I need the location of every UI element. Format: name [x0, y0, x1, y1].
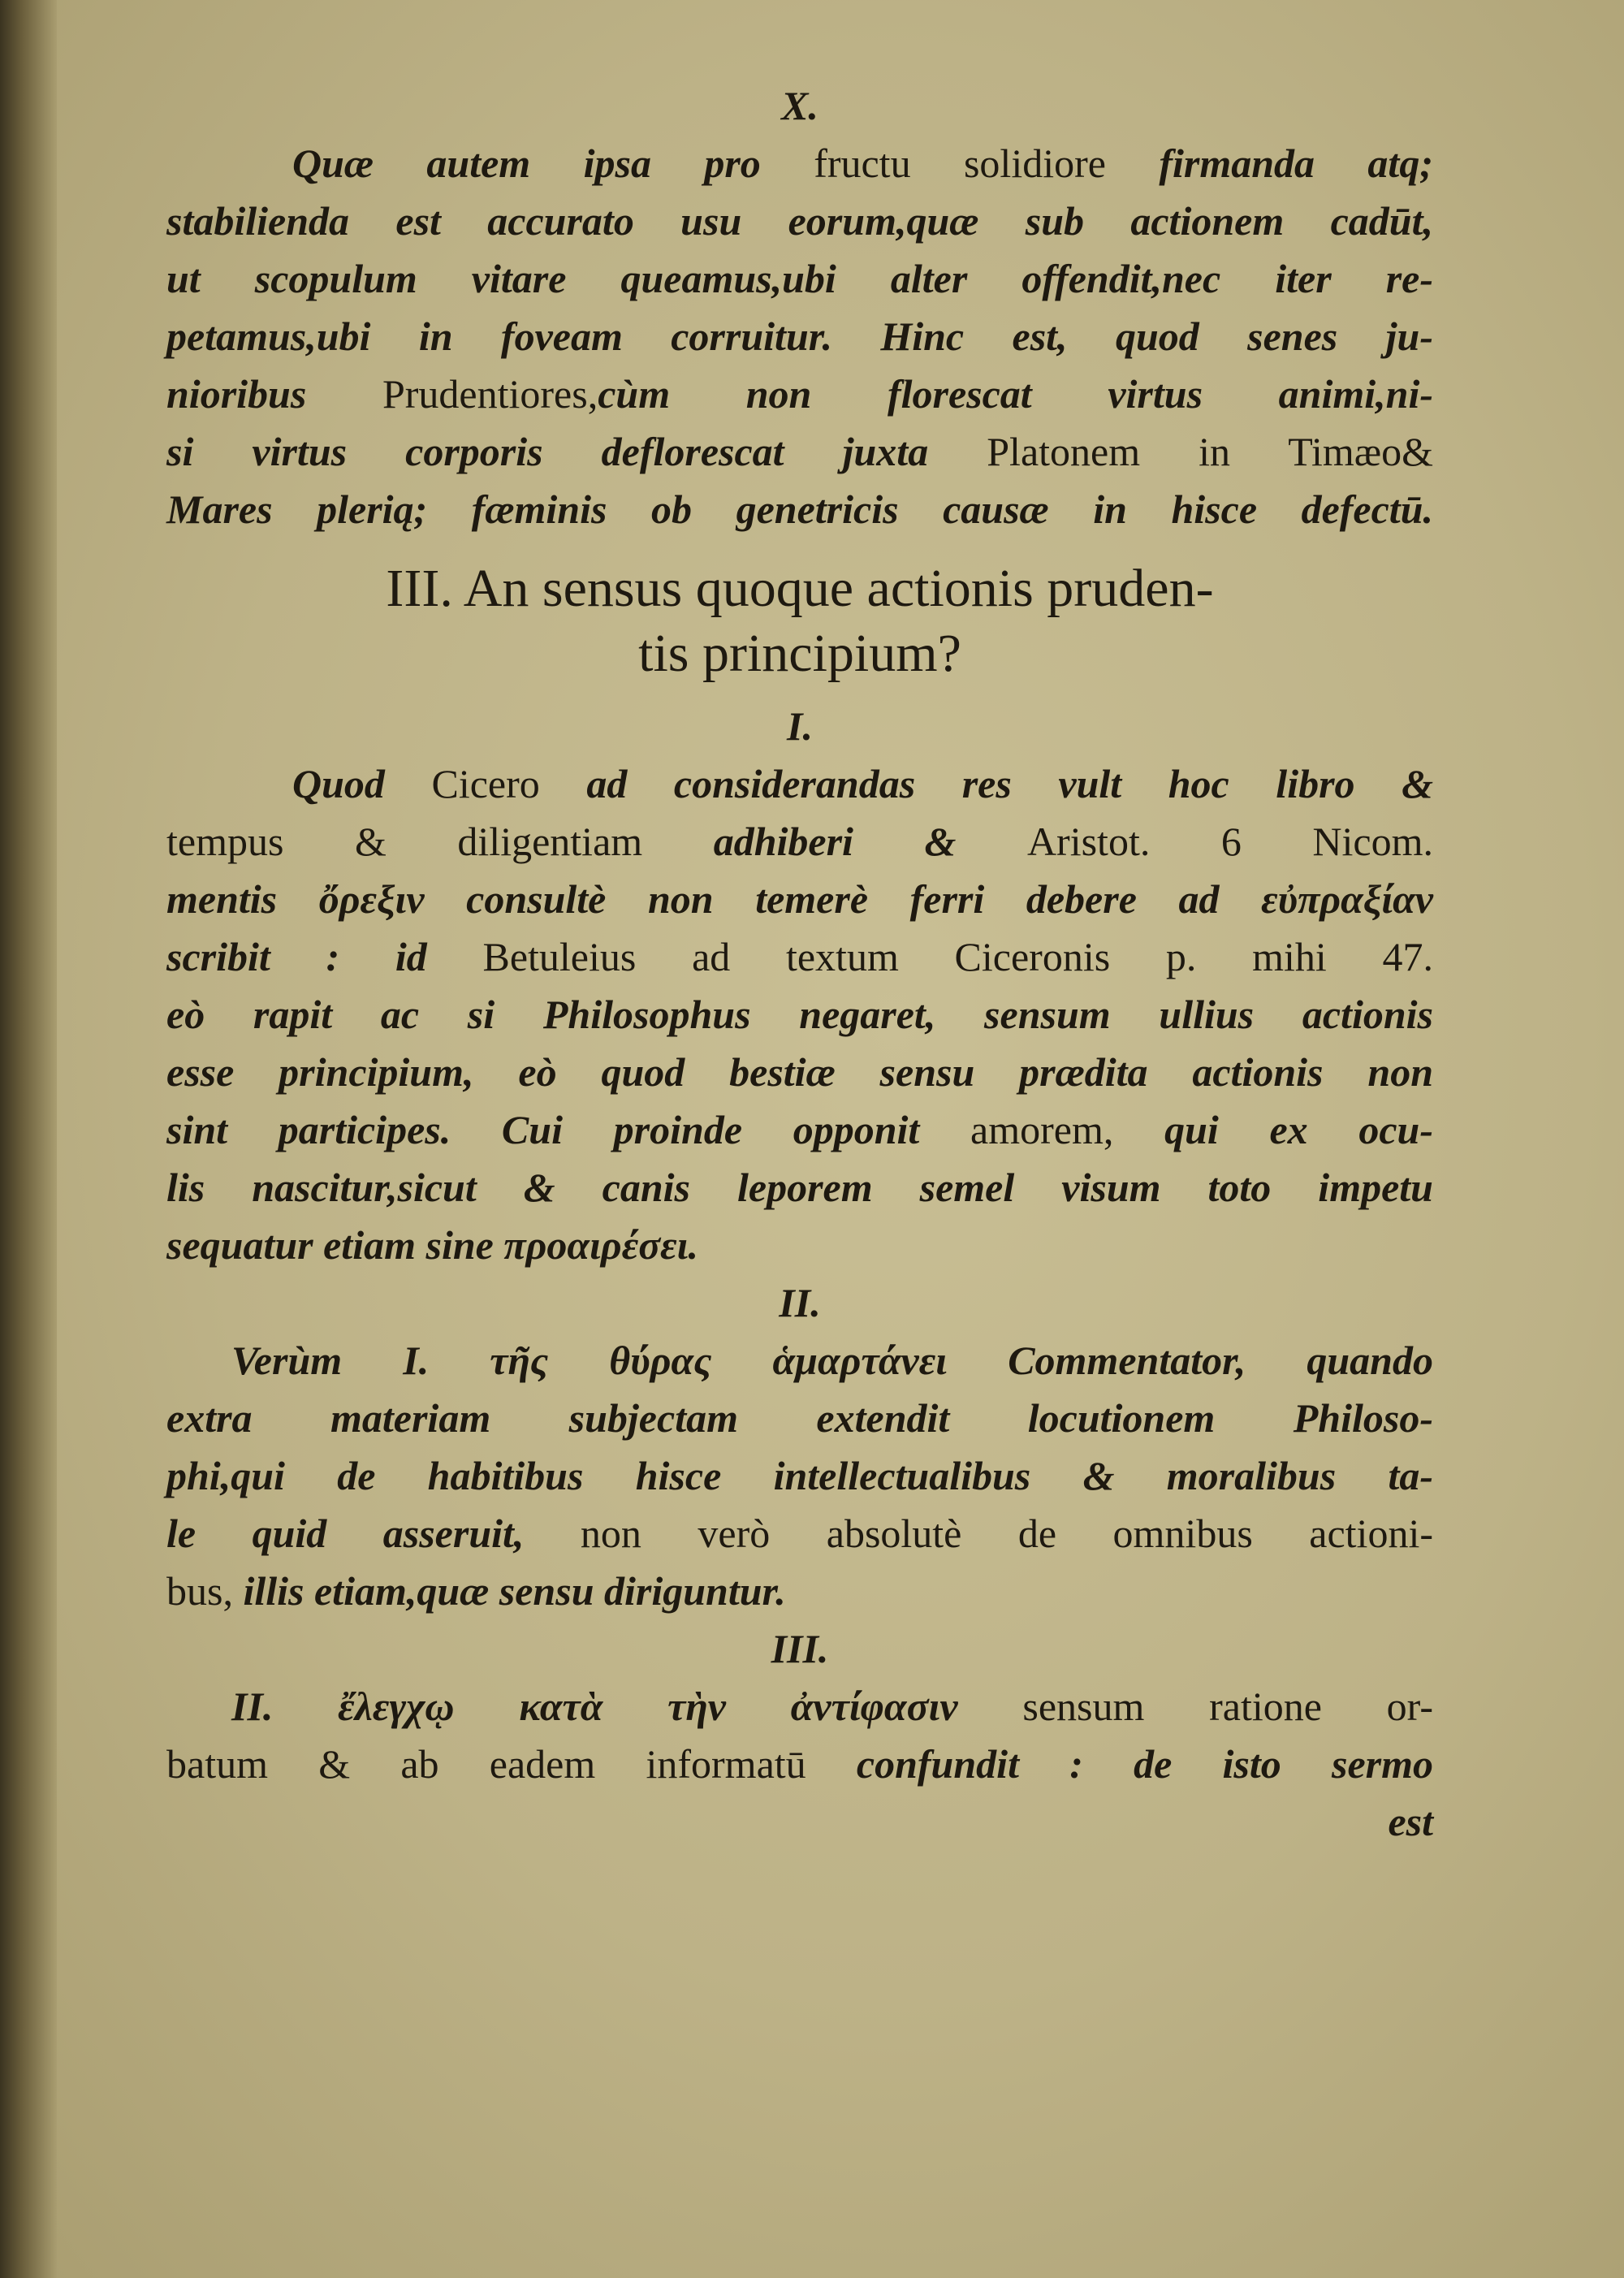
text-line: le quid asseruit, non verò absolutè de omnibus actioni- — [166, 1511, 1433, 1556]
text-line: tempus & diligentiam adhiberi & Aristot. 6 Nicom. — [166, 819, 1434, 864]
paragraph-number: I. — [787, 703, 813, 749]
text-line: nioribus Prudentiores,cùm non florescat virtus animi,ni- — [166, 371, 1433, 417]
text-line: Verùm I. τῆς θύρας ἁμαρτάνει Commentator, quando — [231, 1338, 1433, 1383]
text-line: extra materiam subjectam extendit locutionem Philoso- — [166, 1395, 1433, 1441]
text-line: Quod Cicero ad considerandas res vult hoc libro & — [292, 761, 1433, 806]
text-line: scribit : id Betuleius ad textum Ciceronis p. mihi 47. — [166, 934, 1434, 979]
text-line: ut scopulum vitare queamus,ubi alter offendit,nec iter re- — [166, 256, 1433, 301]
text-line: lis nascitur,sicut & canis leporem semel visum toto impetu — [166, 1165, 1433, 1210]
text-line: esse principium, eò quod bestiæ sensu prædita actionis non — [166, 1049, 1433, 1095]
page-number: X. — [781, 83, 818, 128]
text-line: petamus,ubi in foveam corruitur. Hinc est, quod senes ju- — [166, 313, 1433, 359]
page-text — [166, 77, 1433, 1851]
text-line: bus, illis etiam,quæ sensu diriguntur. — [166, 1568, 786, 1614]
binding-gutter — [0, 0, 57, 2278]
text-line: sint participes. Cui proinde opponit amorem, qui ex ocu- — [166, 1107, 1434, 1152]
section-heading: III. An sensus quoque actionis pruden- tis principium? — [386, 559, 1214, 683]
text-line: batum & ab eadem informatū confundit : de isto sermo — [166, 1741, 1433, 1787]
text-line: Mares plerią; fæminis ob genetricis causæ in hisce defectū. — [166, 486, 1433, 532]
text-line: sequatur etiam sine προαιρέσει. — [166, 1222, 699, 1268]
text-line: II. ἔλεγχῳ κατὰ τὴν ἀντίφασιν sensum ratione or- — [231, 1684, 1433, 1729]
text-line: Quæ autem ipsa pro fructu solidiore firmanda atq; — [292, 140, 1433, 186]
paragraph-number: II. — [779, 1280, 821, 1325]
catchword: est — [1388, 1799, 1433, 1844]
text-line: eò rapit ac si Philosophus negaret, sensum ullius actionis — [166, 992, 1433, 1037]
text-line: si virtus corporis deflorescat juxta Platonem in Timæo& — [166, 429, 1433, 474]
paragraph-number: III. — [771, 1626, 829, 1671]
text-line: stabilienda est accurato usu eorum,quæ sub actionem cadūt, — [166, 198, 1433, 244]
text-line: phi,qui de habitibus hisce intellectualibus & moralibus ta- — [166, 1453, 1433, 1498]
text-line: mentis ὄρεξιν consultè non temerè ferri debere ad εὐπραξίαν — [166, 876, 1433, 922]
